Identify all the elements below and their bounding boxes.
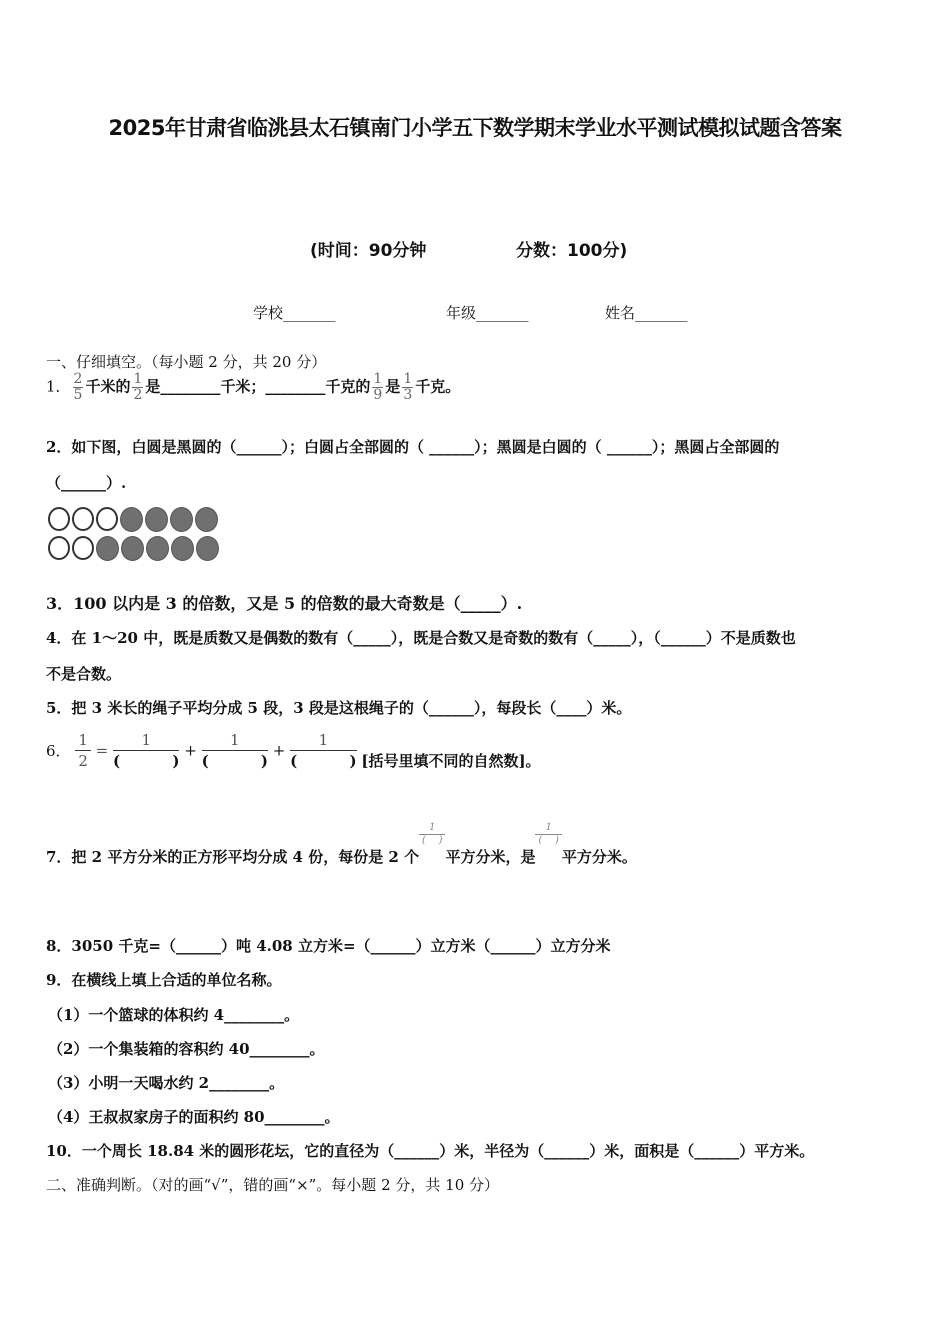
fraction-blank-1: 1 ( ) [419,822,445,847]
section-2-heading: 二、准确判断。（对的画“√”，错的画“×”。每小题 2 分，共 10 分） [46,1176,500,1194]
white-circle [72,507,94,531]
page-title: 2025年甘肃省临洮县太石镇南门小学五下数学期末学业水平测试模拟试题含答案 [108,116,842,140]
black-circle [121,536,144,561]
section-1-heading: 一、仔细填空。（每小题 2 分，共 20 分） [46,353,327,371]
black-circle [195,507,218,532]
name-field: 姓名_______ [605,304,688,322]
question-9-item-4: （4）王叔叔家房子的面积约 80________。 [48,1108,340,1126]
question-1: 1． $\frac{2}{5}$ 千米的 $\frac{1}{2}$ 是________千米；________千克的 $\frac{1}{9}$ 是 $\frac{1}{3}$ 千克。 [46,371,461,403]
white-circle [48,536,70,560]
fraction-1-2: $\frac{1}{2}$ [133,371,143,403]
fraction-blank-2: 1 ( ) [535,822,561,847]
question-8: 8．3050 千克=（______）吨 4.08 立方米=（______）立方米（______）立方分米 [46,937,611,955]
question-9-item-1: （1）一个篮球的体积约 4________。 [48,1006,300,1024]
black-circle [120,507,143,532]
fraction-term-2: 1 ( ) [201,731,268,770]
question-6: 6． $\frac{1}{2}$ = 1 ( ) + 1 ( ) + 1 ( ) [括号里填不同的自然数]。 [46,731,541,770]
grade-field: 年级_______ [446,304,529,322]
fraction-term-3: 1 ( ) [290,731,357,770]
circles-row-2 [48,536,221,561]
black-circle [196,536,219,561]
circles-row-1 [48,507,220,532]
black-circle [171,536,194,561]
white-circle [48,507,70,531]
fraction-1-9: $\frac{1}{9}$ [373,371,383,403]
white-circle [96,507,118,531]
question-4-line-2: 不是合数。 [46,665,122,683]
exam-time: (时间：90分钟 [310,241,427,261]
fraction-2-5: $\frac{2}{5}$ [73,371,83,403]
question-9-item-3: （3）小明一天喝水约 2________。 [48,1074,285,1092]
question-9-item-2: （2）一个集装箱的容积约 40________。 [48,1040,325,1058]
question-7: 7．把 2 平方分米的正方形平均分成 4 份，每份是 2 个 1 ( )平方分米，是 1 ( )平方分米。 [46,822,637,866]
black-circle [96,536,119,561]
white-circle [72,536,94,560]
question-2-line-2: （______）. [46,474,127,492]
black-circle [146,536,169,561]
question-2-line-1: 2．如下图，白圆是黑圆的（______）；白圆占全部圆的（ ______）；黑圆是白圆的（ ______）；黑圆占全部圆的 [46,438,780,456]
question-5: 5．把 3 米长的绳子平均分成 5 段，3 段是这根绳子的（______），每段长（____）米。 [46,699,632,717]
question-9: 9．在横线上填上合适的单位名称。 [46,971,282,989]
exam-score: 分数：100分) [516,241,628,261]
question-4-line-1: 4．在 1～20 中，既是质数又是偶数的数有（_____），既是合数又是奇数的数有（_____），（______）不是质数也 [46,629,796,647]
black-circle [145,507,168,532]
question-3: 3．100 以内是 3 的倍数，又是 5 的倍数的最大奇数是（_____）. [46,594,523,613]
fraction-term-1: 1 ( ) [113,731,180,770]
fraction-1-3: $\frac{1}{3}$ [403,371,413,403]
fraction-1-2-left: $\frac{1}{2}$ [75,730,91,771]
question-10: 10．一个周长 18.84 米的圆形花坛，它的直径为（______）米，半径为（______）米，面积是（______）平方米。 [46,1142,815,1160]
black-circle [170,507,193,532]
school-field: 学校_______ [253,304,336,322]
